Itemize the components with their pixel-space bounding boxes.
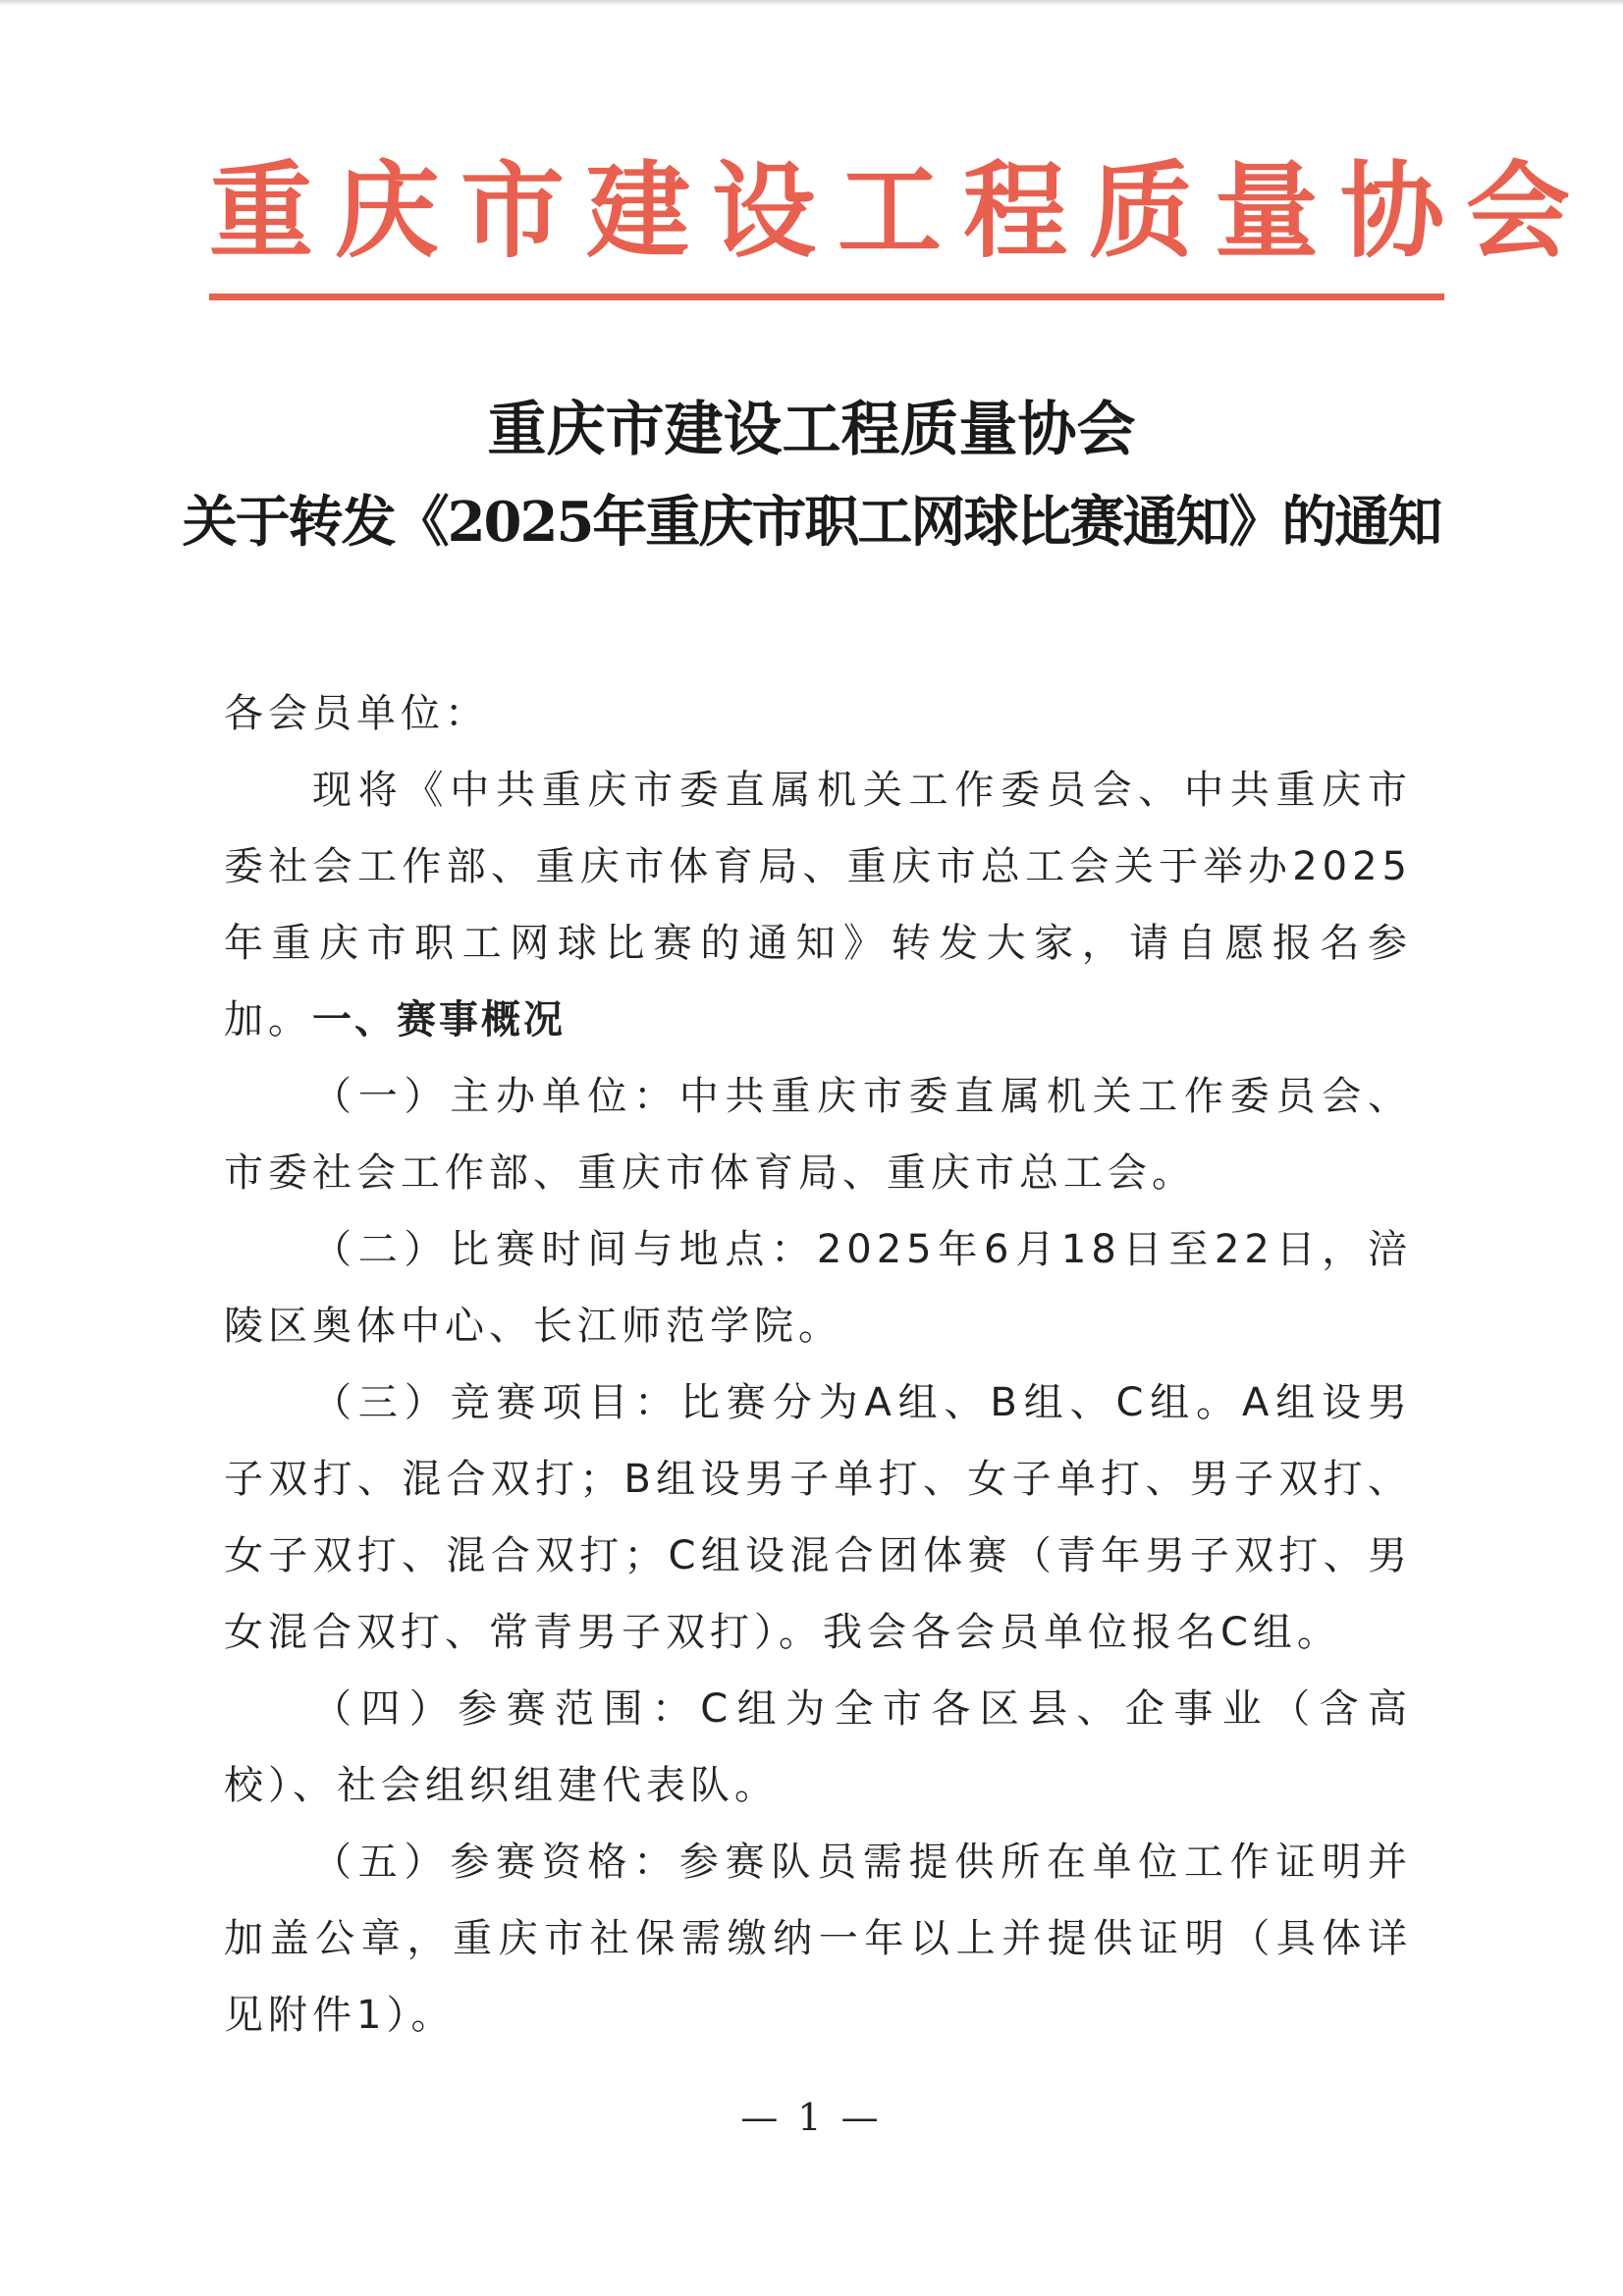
salutation xyxy=(224,675,1412,752)
section1-item-2-text: （二）比赛时间与地点：2025年6月18日至22日，涪陵区奥体中心、长江师范学院。 xyxy=(224,1227,1412,1349)
section1-item-2 xyxy=(224,1211,1412,1364)
scan-edge xyxy=(0,0,1623,6)
document-title-line1: 重庆市建设工程质量协会 xyxy=(487,396,1136,464)
organization-header: 重庆市建设工程质量协会 xyxy=(209,149,1592,272)
section1-heading-text: 一、赛事概况 xyxy=(312,997,566,1042)
intro-text: 现将《中共重庆市委直属机关工作委员会、中共重庆市委社会工作部、重庆市体育局、重庆市总工会关于举办2025年重庆市职工网球比赛的通知》转发大家，请自愿报名参加。 xyxy=(224,768,1412,1042)
section1-item-3-text: （三）竞赛项目：比赛分为A组、B组、C组。A组设男子双打、混合双打；B组设男子单打、女子单打、男子双打、女子双打、混合双打；C组设混合团体赛（青年男子双打、男女混合双打、常青男子双打）。我会各会员单位报名C组。 xyxy=(224,1380,1412,1655)
section1-item-4-text: （四）参赛范围：C组为全市各区县、企事业（含高校）、社会组织组建代表队。 xyxy=(224,1686,1412,1808)
section1-heading xyxy=(224,982,1412,1058)
document-title-line2: 关于转发《2025年重庆市职工网球比赛通知》的通知 xyxy=(182,490,1441,555)
salutation-text: 各会员单位： xyxy=(224,691,489,736)
section1-item-5-text: （五）参赛资格：参赛队员需提供所在单位工作证明并加盖公章，重庆市社保需缴纳一年以上并提供证明（具体详见附件1）。 xyxy=(224,1840,1412,2038)
section1-item-5 xyxy=(224,1824,1412,2054)
page-number: — 1 — xyxy=(740,2096,883,2139)
section1-item-1 xyxy=(224,1058,1412,1211)
section1-item-1-text: （一）主办单位：中共重庆市委直属机关工作委员会、市委社会工作部、重庆市体育局、重庆市总工会。 xyxy=(224,1074,1412,1196)
header-red-rule xyxy=(209,294,1444,300)
section1-item-3 xyxy=(224,1364,1412,1671)
section1-item-4 xyxy=(224,1671,1412,1824)
